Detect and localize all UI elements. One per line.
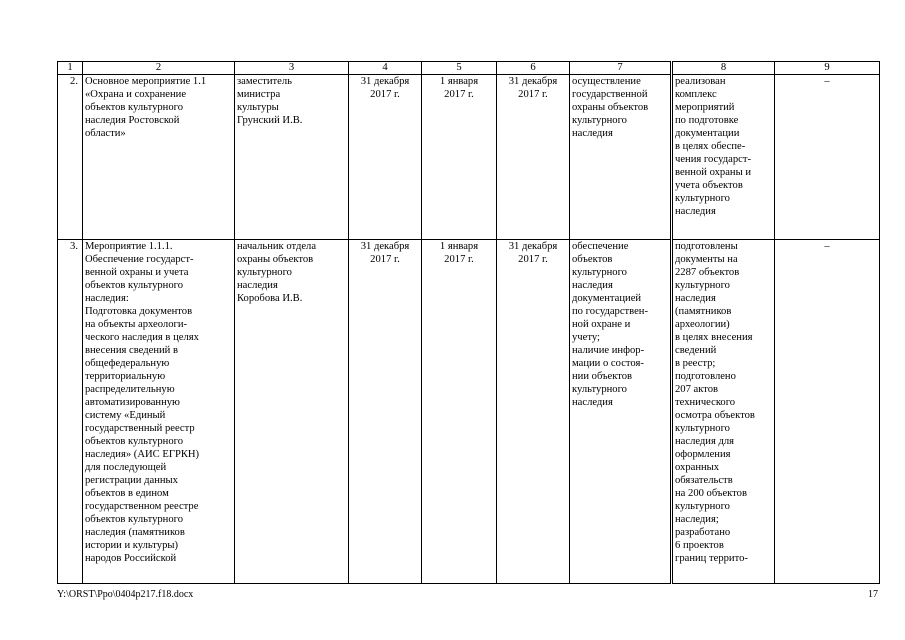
- page-number: 17: [868, 589, 878, 600]
- plan-end-date: 1 января 2017 г.: [422, 75, 497, 240]
- event-name: Мероприятие 1.1.1. Обеспечение государст- венной охраны и учета объектов культурного наследия: Подготовка документов на объекты археологи- ческого наследия в целях внесения сведений в общефедеральную территориальную распределительную автоматизированную систему «Единый государственный реестр объектов культурного наследия» (АИС ЕГРКН) для последующей регистрации данных объектов в едином государственном реестре объектов культурного наследия (памятников истории и культуры) народов Российской: [83, 240, 235, 584]
- table-row: [58, 240, 880, 584]
- column-number: 2: [83, 62, 235, 75]
- column-number: 5: [422, 62, 497, 75]
- actual-result: подготовлены документы на 2287 объектов культурного наследия (памятников археологии) в целях внесения сведений в реестр; подготовлено 207 актов технического осмотра объектов культурного наследия для оформления охранных обязательств на 200 объектов культурного наследия; разработано 6 проектов границ террито-: [672, 240, 775, 584]
- column-number: 7: [570, 62, 672, 75]
- column-number: 6: [497, 62, 570, 75]
- column-number: 9: [775, 62, 880, 75]
- problems: –: [775, 240, 880, 584]
- executor: заместитель министра культуры Грунский И.В.: [235, 75, 349, 240]
- document-path: Y:\ORST\Ppo\0404p217.f18.docx: [57, 589, 194, 600]
- column-number: 1: [58, 62, 83, 75]
- plan-start-date: 31 декабря 2017 г.: [349, 75, 422, 240]
- column-number: 3: [235, 62, 349, 75]
- table-row: [58, 75, 880, 240]
- column-number: 4: [349, 62, 422, 75]
- row-number: 2.: [58, 75, 83, 240]
- actual-result: реализован комплекс мероприятий по подготовке документации в целях обеспе- чения государст- венной охраны и учета объектов культурного наследия: [672, 75, 775, 240]
- row-number: 3.: [58, 240, 83, 584]
- plan-end-date: 1 января 2017 г.: [422, 240, 497, 584]
- expected-result: обеспечение объектов культурного наследия документацией по государствен- ной охране и учету; наличие инфор- мации о состоя- нии объектов культурного наследия: [570, 240, 672, 584]
- fact-end-date: 31 декабря 2017 г.: [497, 75, 570, 240]
- column-number: 8: [672, 62, 775, 75]
- plan-start-date: 31 декабря 2017 г.: [349, 240, 422, 584]
- fact-end-date: 31 декабря 2017 г.: [497, 240, 570, 584]
- event-name: Основное мероприятие 1.1 «Охрана и сохранение объектов культурного наследия Ростовской области»: [83, 75, 235, 240]
- expected-result: осуществление государственной охраны объектов культурного наследия: [570, 75, 672, 240]
- problems: –: [775, 75, 880, 240]
- executor: начальник отдела охраны объектов культурного наследия Коробова И.В.: [235, 240, 349, 584]
- report-table: [57, 61, 880, 584]
- column-number-row: [58, 62, 880, 75]
